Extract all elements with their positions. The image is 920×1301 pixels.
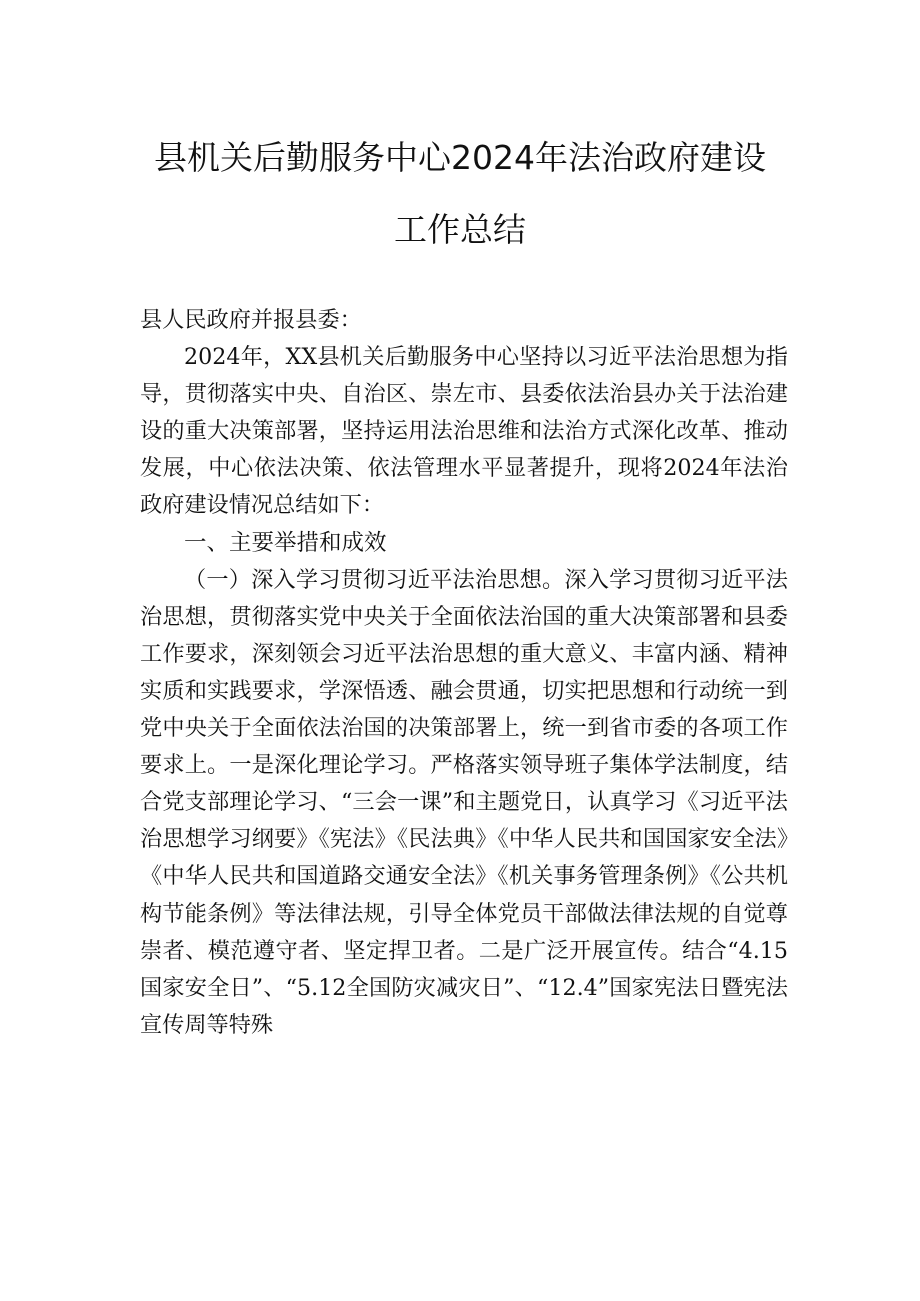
salutation: 县人民政府并报县委： bbox=[140, 307, 362, 333]
document-title-line2: 工作总结 bbox=[394, 210, 526, 249]
section-paragraph: （一）深入学习贯彻习近平法治思想。深入学习贯彻习近平法治思想，贯彻落实党中央关于全面依法治国的重大决策部署和县委工作要求，深刻领会习近平法治思想的重大意义、丰富内涵、精神实质和实践要求，学深悟透、融会贯通，切实把思想和行动统一到党中央关于全面依法治国的决策部署上，统一到省市委的各项工作要求上。一是深化理论学习。严格落实领导班子集体学法制度，结合党支部理论学习、“三会一课”和主题党日，认真学习《习近平法治思想学习纲要》《宪法》《民法典》《中华人民共和国国家安全法》《中华人民共和国道路交通安全法》《机关事务管理条例》《公共机构节能条例》等法律法规，引导全体党员干部做法律法规的自觉尊崇者、模范遵守者、坚定捍卫者。二是广泛开展宣传。结合“4.15国家安全日”、“5.12全国防灾减灾日”、“12.4”国家宪法日暨宪法宣传周等特殊 bbox=[140, 566, 788, 1038]
section-heading: 一、主要举措和成效 bbox=[184, 529, 387, 556]
intro-paragraph: 2024年，XX县机关后勤服务中心坚持以习近平法治思想为指导，贯彻落实中央、自治区、崇左市、县委依法治县办关于法治建设的重大决策部署，坚持运用法治思维和法治方式深化改革、推动发展，中心依法决策、依法管理水平显著提升，现将2024年法治政府建设情况总结如下： bbox=[140, 344, 788, 519]
document-body bbox=[140, 302, 788, 1044]
document-title-line1: 县机关后勤服务中心2024年法治政府建设 bbox=[154, 138, 766, 177]
